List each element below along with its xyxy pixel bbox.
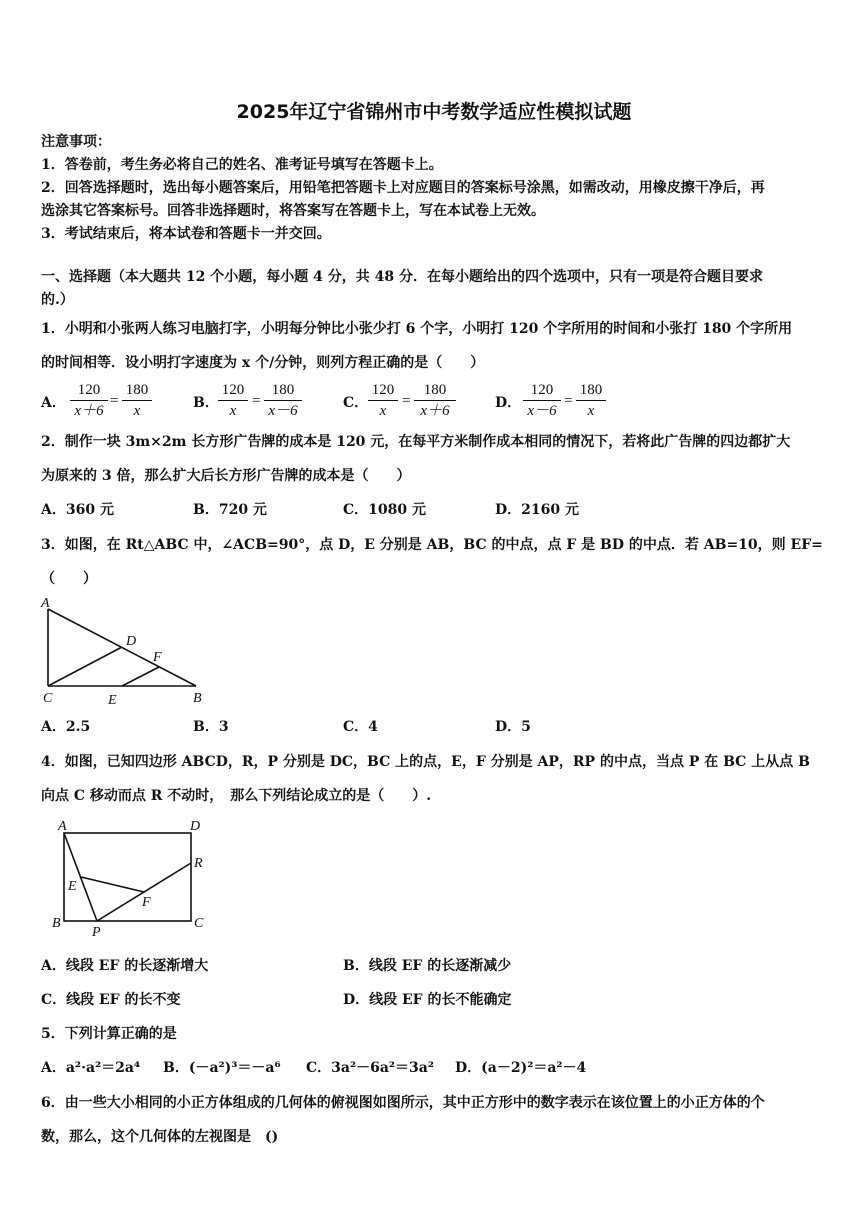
notice-item-3: 3．考试结束后，将本试卷和答题卡一并交回。 [41,226,331,242]
q3-option-a[interactable]: A．2.5 [41,719,91,735]
numerator: 180 [271,382,295,398]
q3-stem: 3．如图，在 Rt△ABC 中，∠ACB=90°，点 D，E 分别是 AB，BC 的中点，点 F 是 BD 的中点．若 AB=10，则 EF= [41,537,823,553]
q2-stem: 2．制作一块 3m×2m 长方形广告牌的成本是 120 元，在每平方米制作成本相同的情况下，若将此广告牌的四边都扩大 [41,434,791,450]
denominator: x－6 [527,403,557,419]
fraction [368,381,398,420]
q2-option-b[interactable]: B．720 元 [193,502,267,518]
numerator: 180 [125,382,149,398]
q4-stem: 4．如图，已知四边形 ABCD，R，P 分别是 DC，BC 上的点，E，F 分别是 AP，RP 的中点，当点 P 在 BC 上从点 B [41,754,810,770]
notice-item-2: 2．回答选择题时，选出每小题答案后，用铅笔把答题卡上对应题目的答案标号涂黑，如需改动，用橡皮擦干净后，再 [41,180,765,196]
denominator: x＋6 [420,403,450,419]
equals-sign: = [402,393,411,409]
option-label: D． [495,395,522,411]
equals-sign: = [110,393,119,409]
notice-item-2-cont: 选涂其它答案标号。回答非选择题时，将答案写在答题卡上，写在本试卷上无效。 [41,203,545,219]
fraction [218,381,248,420]
q4-option-d[interactable]: D．线段 EF 的长不能确定 [343,992,512,1008]
notice-item-1: 1．答卷前，考生务必将自己的姓名、准考证号填写在答题卡上。 [41,157,443,173]
q3-triangle-figure [38,593,208,708]
denominator: x [379,403,387,419]
label-e: E [108,693,117,708]
q3-stem-cont: （ ） [41,571,97,587]
q3-option-d[interactable]: D．5 [495,719,531,735]
q6-stem: 6．由一些大小相同的小正方体组成的几何体的俯视图如图所示，其中正方形中的数字表示在该位置上的小正方体的个 [41,1095,765,1111]
equals-sign: = [564,393,573,409]
label-f: F [142,895,151,910]
label-e: E [68,879,77,894]
label-b: B [193,691,202,706]
fraction [122,381,152,420]
fraction [264,381,302,420]
option-label: B． [193,395,219,411]
q3-option-b[interactable]: B．3 [193,719,229,735]
option-label: C． [343,395,369,411]
denominator: x [133,403,141,419]
denominator: x [229,403,237,419]
label-d: D [126,634,137,649]
fraction [576,381,606,420]
q2-option-d[interactable]: D．2160 元 [495,502,579,518]
denominator: x－6 [268,403,298,419]
label-p: P [92,925,101,940]
label-c: C [43,691,53,706]
section-heading: 一、选择题（本大题共 12 个小题，每小题 4 分，共 48 分．在每小题给出的四个选项中，只有一项是符合题目要求 [41,269,763,285]
q4-quadrilateral-figure [50,815,225,940]
numerator: 120 [530,382,554,398]
q5-option-c[interactable]: C．3a²－6a²＝3a² [306,1060,434,1076]
notice-heading: 注意事项： [41,134,111,150]
label-b: B [52,916,61,931]
fraction [414,381,456,420]
q3-option-c[interactable]: C．4 [343,719,378,735]
denominator: x＋6 [74,403,104,419]
q2-stem-cont: 为原来的 3 倍，那么扩大后长方形广告牌的成本是（ ） [41,468,411,484]
label-d: D [190,819,201,834]
q1-stem: 1．小明和小张两人练习电脑打字，小明每分钟比小张少打 6 个字，小明打 120 个字所用的时间和小张打 180 个字所用 [41,321,793,337]
numerator: 180 [579,382,603,398]
q2-option-c[interactable]: C．1080 元 [343,502,426,518]
q5-option-a[interactable]: A．a²·a²＝2a⁴ [41,1060,141,1076]
numerator: 120 [221,382,245,398]
q5-stem: 5．下列计算正确的是 [41,1026,177,1042]
label-a: A [41,596,50,611]
q4-option-a[interactable]: A．线段 EF 的长逐渐增大 [41,958,209,974]
fraction [70,381,108,420]
q4-stem-cont: 向点 C 移动而点 R 不动时， 那么下列结论成立的是（ ）. [41,788,432,804]
q1-stem-cont: 的时间相等．设小明打字速度为 x 个/分钟，则列方程正确的是（ ） [41,355,485,371]
label-f: F [153,650,162,665]
denominator: x [587,403,595,419]
fraction [523,381,561,420]
label-r: R [194,856,203,871]
q4-option-b[interactable]: B．线段 EF 的长逐渐减少 [343,958,512,974]
numerator: 180 [423,382,447,398]
q2-option-a[interactable]: A．360 元 [41,502,114,518]
numerator: 120 [77,382,101,398]
section-heading-cont: 的.） [41,292,74,308]
q5-option-d[interactable]: D．(a－2)²＝a²－4 [455,1060,587,1076]
equals-sign: = [252,393,261,409]
q6-stem-cont: 数，那么，这个几何体的左视图是 () [41,1129,279,1145]
page-title: 2025年辽宁省锦州市中考数学适应性模拟试题 [236,101,632,123]
label-a: A [58,819,67,834]
option-label: A． [41,395,66,411]
label-c: C [194,916,204,931]
q5-option-b[interactable]: B．(－a²)³＝－a⁶ [163,1060,281,1076]
numerator: 120 [371,382,395,398]
q4-option-c[interactable]: C．线段 EF 的长不变 [41,992,181,1008]
